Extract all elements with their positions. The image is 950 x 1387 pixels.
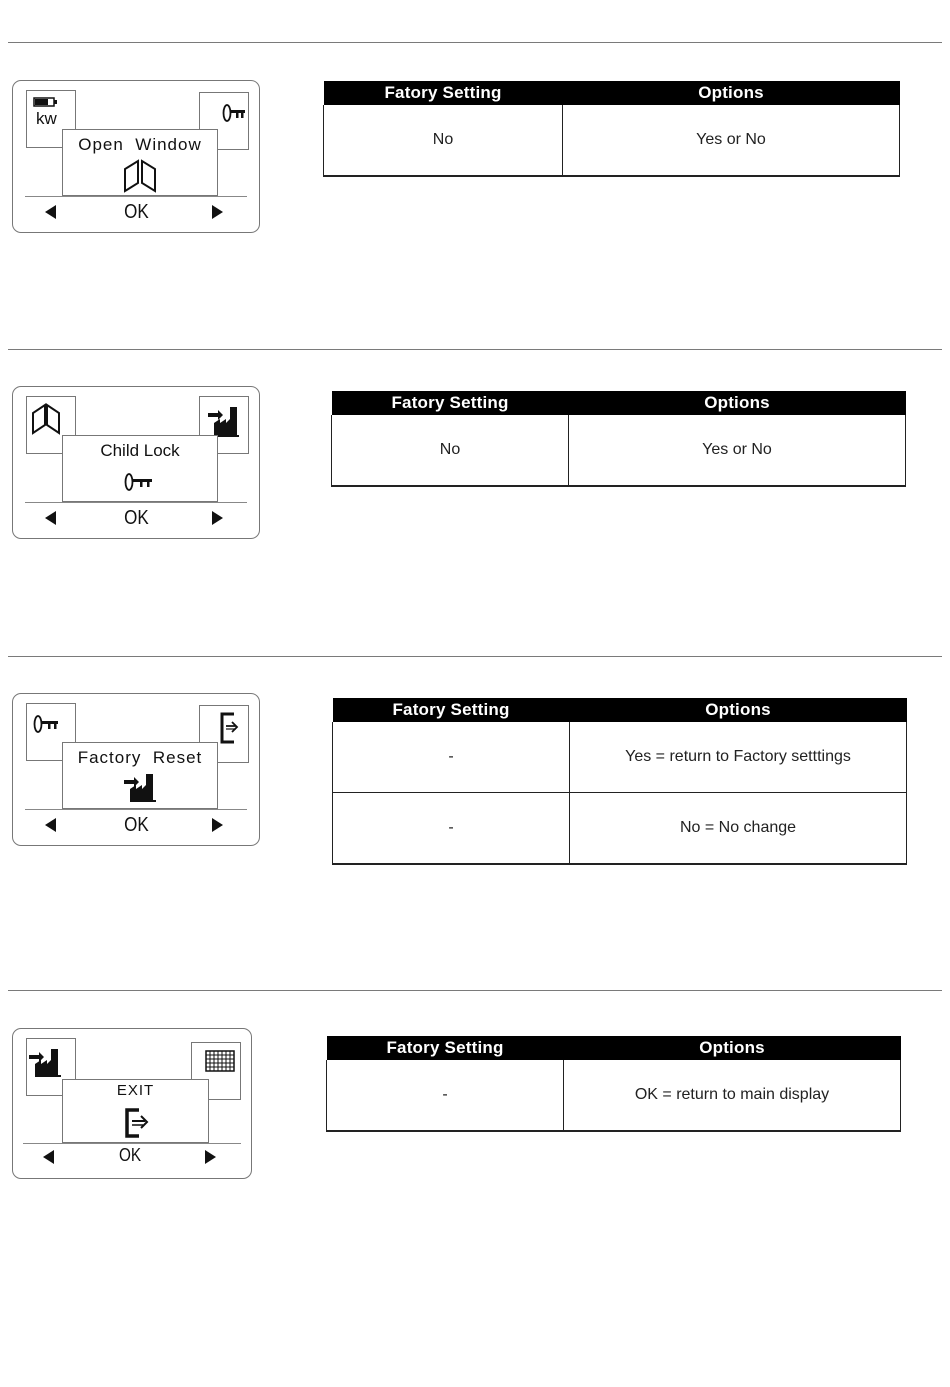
menu-title: EXIT (116, 1082, 155, 1099)
right-arrow-icon[interactable] (212, 205, 223, 219)
options-value: No = No change (570, 793, 907, 865)
settings-table-open-window (323, 81, 900, 177)
ok-button[interactable]: OK (118, 1145, 142, 1165)
lcd-screen-child-lock (12, 386, 260, 539)
settings-table-child-lock (331, 391, 906, 487)
section-divider-1 (8, 42, 942, 43)
section-divider-2 (8, 349, 942, 350)
exit-icon (121, 1107, 151, 1139)
panel-divider (25, 809, 247, 810)
settings-table-exit (326, 1036, 901, 1132)
panel-divider (23, 1143, 241, 1144)
header-factory-setting: Fatory Setting (327, 1036, 564, 1060)
menu-item-box (62, 129, 218, 196)
factory-setting-value: No (324, 105, 563, 176)
ok-button[interactable]: OK (124, 814, 149, 836)
kw-label: kw (36, 109, 57, 128)
menu-item-box (62, 1079, 209, 1143)
options-value: Yes or No (569, 415, 906, 486)
left-arrow-icon[interactable] (45, 511, 56, 525)
header-options: Options (570, 698, 907, 722)
menu-item-box (62, 742, 218, 809)
options-value: Yes = return to Factory setttings (570, 722, 907, 793)
settings-table-factory-reset (332, 698, 907, 865)
panel-divider (25, 502, 247, 503)
menu-title: Factory Reset (77, 748, 203, 767)
factory-reset-icon (122, 772, 158, 804)
panel-divider (25, 196, 247, 197)
header-factory-setting: Fatory Setting (333, 698, 570, 722)
section-divider-3 (8, 656, 942, 657)
header-options: Options (564, 1036, 901, 1060)
menu-title: Open Window (78, 135, 202, 154)
right-arrow-icon[interactable] (212, 511, 223, 525)
open-window-icon (122, 159, 158, 193)
menu-title: Child Lock (100, 441, 180, 460)
right-arrow-icon[interactable] (205, 1150, 216, 1164)
left-arrow-icon[interactable] (45, 205, 56, 219)
ok-button[interactable]: OK (124, 507, 149, 529)
header-factory-setting: Fatory Setting (324, 81, 563, 105)
menu-item-box (62, 435, 218, 502)
factory-setting-value: - (333, 722, 570, 793)
right-arrow-icon[interactable] (212, 818, 223, 832)
section-divider-4 (8, 990, 942, 991)
ok-button[interactable]: OK (124, 201, 149, 223)
options-value: OK = return to main display (564, 1060, 901, 1131)
header-options: Options (563, 81, 900, 105)
left-arrow-icon[interactable] (45, 818, 56, 832)
factory-setting-value: - (327, 1060, 564, 1131)
lcd-screen-exit (12, 1028, 252, 1179)
key-icon (124, 471, 156, 493)
left-arrow-icon[interactable] (43, 1150, 54, 1164)
factory-setting-value: No (332, 415, 569, 486)
header-options: Options (569, 391, 906, 415)
header-factory-setting: Fatory Setting (332, 391, 569, 415)
lcd-screen-factory-reset (12, 693, 260, 846)
factory-setting-value: - (333, 793, 570, 865)
lcd-screen-open-window (12, 80, 260, 233)
options-value: Yes or No (563, 105, 900, 176)
